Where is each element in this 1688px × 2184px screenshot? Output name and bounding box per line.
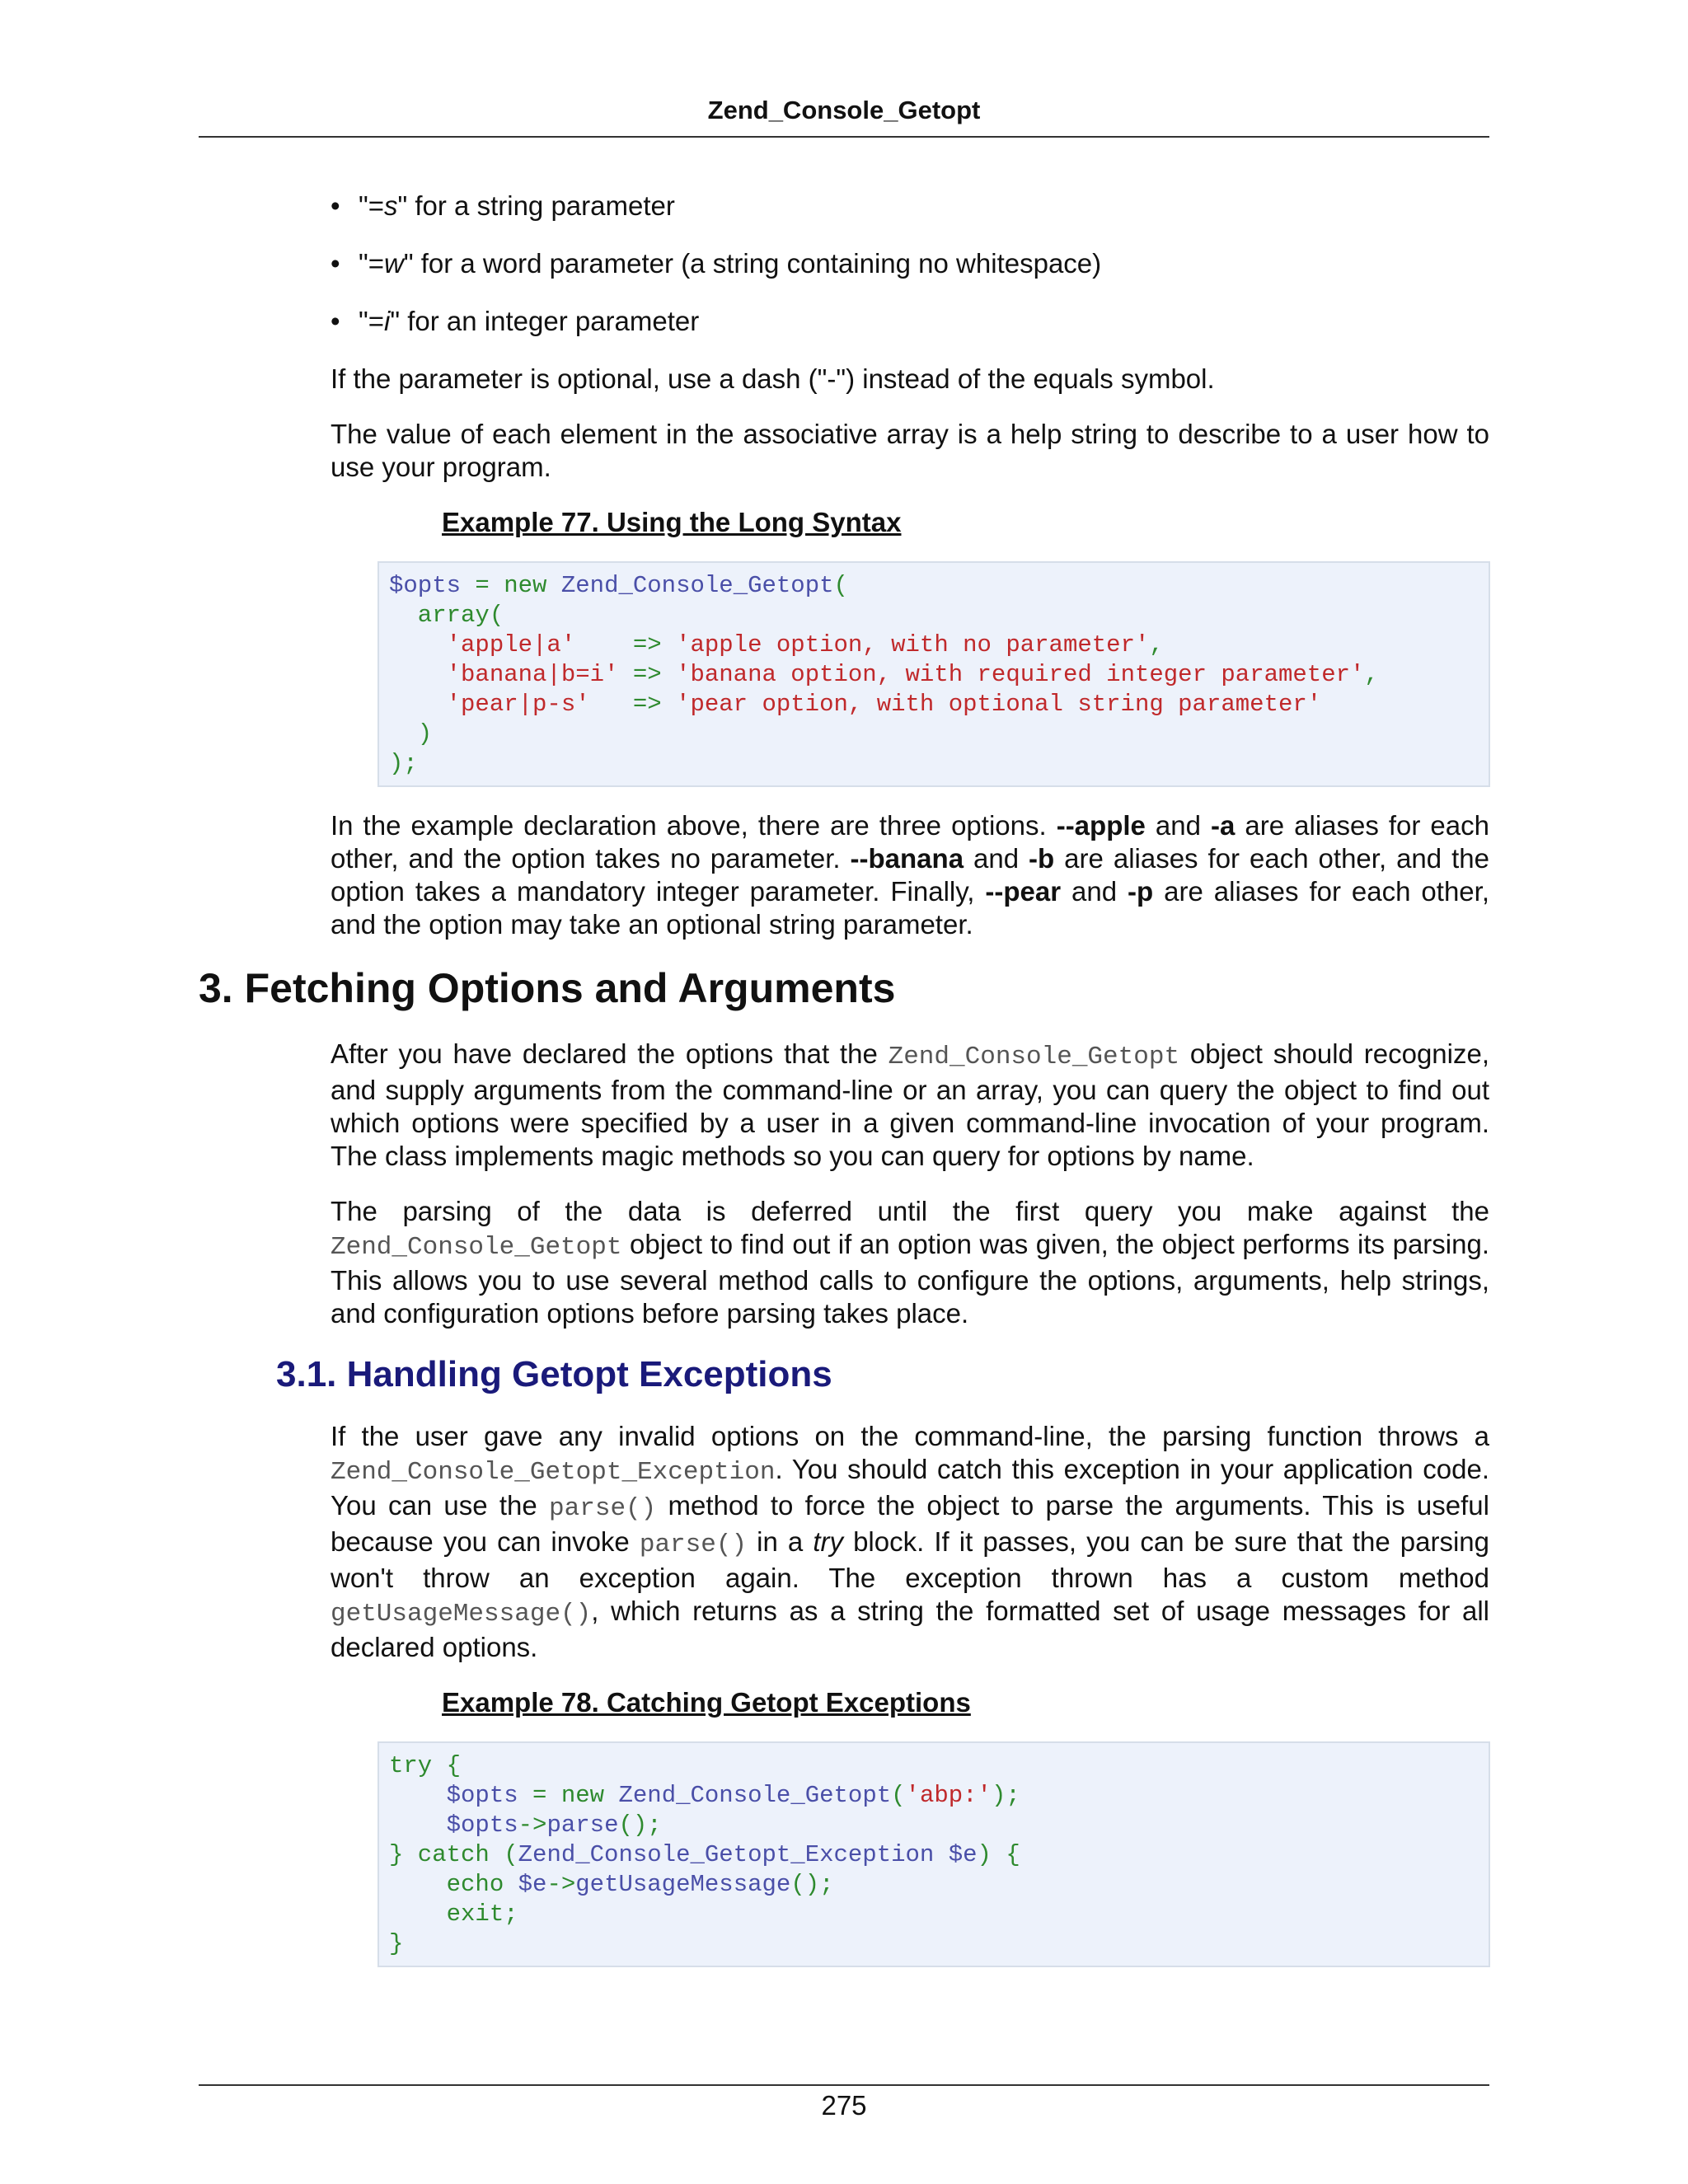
paragraph-exceptions: If the user gave any invalid options on the command-line, the parsing function throws a Zend_Console_Getopt_Exception. You should catch this exception in your application code. You can use the parse() method to force the object to parse the arguments. This is useful because you can invoke parse() in a try block. If it passes, you can be sure that the parsing won't throw an exception again. The exception thrown has a custom method getUsageMessage(), which returns as a string the formatted set of usage messages for all declared options. <box>331 1421 1489 1662</box>
code-line: 'banana|b=i' => 'banana option, with required integer parameter', <box>389 661 1379 688</box>
example-78-code-block <box>377 1741 1490 1967</box>
code-line: try { <box>389 1752 462 1779</box>
inline-code: Zend_Console_Getopt <box>888 1043 1180 1071</box>
list-item: • "=w" for a word parameter (a string containing no whitespace) <box>331 248 1102 279</box>
bullet-icon: • <box>331 190 340 221</box>
code-line: } catch (Zend_Console_Getopt_Exception $e) { <box>389 1841 1020 1868</box>
inline-code: Zend_Console_Getopt <box>331 1233 622 1262</box>
code-line: 'pear|p-s' => 'pear option, with optional string parameter' <box>389 691 1322 718</box>
code-line: echo $e->getUsageMessage(); <box>446 1871 834 1898</box>
inline-code: parse() <box>639 1530 748 1559</box>
inline-code: getUsageMessage() <box>331 1600 592 1629</box>
paragraph-optional: If the parameter is optional, use a dash ("-") instead of the equals symbol. <box>331 363 1215 394</box>
paragraph-value: The value of each element in the associative array is a help string to describe to a user how to use your program. <box>331 419 1489 482</box>
paragraph-parsing: The parsing of the data is deferred until the first query you make against the Zend_Console_Getopt object to find out if an option was given, the object performs its parsing. This allows you to use several method calls to configure the options, arguments, help strings, and configuration options before parsing takes place. <box>331 1196 1489 1329</box>
bullet-icon: • <box>331 248 340 279</box>
code-line: array( <box>389 602 504 629</box>
header-rule <box>199 136 1489 138</box>
parameter-type-list <box>331 190 1489 338</box>
example-77-title: Example 77. Using the Long Syntax <box>442 507 902 537</box>
inline-code: Zend_Console_Getopt_Exception <box>331 1458 776 1487</box>
list-item: • "=s" for a string parameter <box>331 190 675 221</box>
code-line: $opts->parse(); <box>446 1811 662 1839</box>
example-77-code-block <box>377 561 1490 787</box>
section-3-heading: 3. Fetching Options and Arguments <box>199 965 896 1011</box>
code-line: 'apple|a' => 'apple option, with no parameter', <box>389 631 1164 658</box>
running-header: Zend_Console_Getopt <box>707 96 981 124</box>
paragraph-declaration: In the example declaration above, there are three options. --apple and -a are aliases for each other, and the option takes no parameter. --banana and -b are aliases for each other, and the option takes a mandatory integer parameter. Finally, --pear and -p are aliases for each other, and the option may take an optional string parameter. <box>331 810 1489 940</box>
code-line: $opts = new Zend_Console_Getopt( <box>389 572 848 599</box>
page-number: 275 <box>821 2090 867 2121</box>
inline-code: parse() <box>549 1494 657 1523</box>
code-line: } <box>389 1930 404 1957</box>
section-3-1-heading: 3.1. Handling Getopt Exceptions <box>276 1354 832 1394</box>
code-line: exit; <box>389 1900 518 1928</box>
code-line: ) <box>389 720 433 748</box>
paragraph-after-declared: After you have declared the options that the Zend_Console_Getopt object should recognize, and supply arguments from the command-line or an array, you can query the object to find out which options were specified by a user in a given command-line invocation of your program. The class implements magic methods so you can query for options by name. <box>331 1038 1489 1171</box>
code-line: $opts = new Zend_Console_Getopt('abp:'); <box>446 1782 1020 1809</box>
footer-rule <box>199 2084 1489 2086</box>
page-body <box>199 190 1489 1990</box>
bullet-icon: • <box>331 306 340 336</box>
example-78-title: Example 78. Catching Getopt Exceptions <box>442 1687 971 1718</box>
code-line: ); <box>389 750 418 777</box>
list-item: • "=i" for an integer parameter <box>331 306 700 336</box>
